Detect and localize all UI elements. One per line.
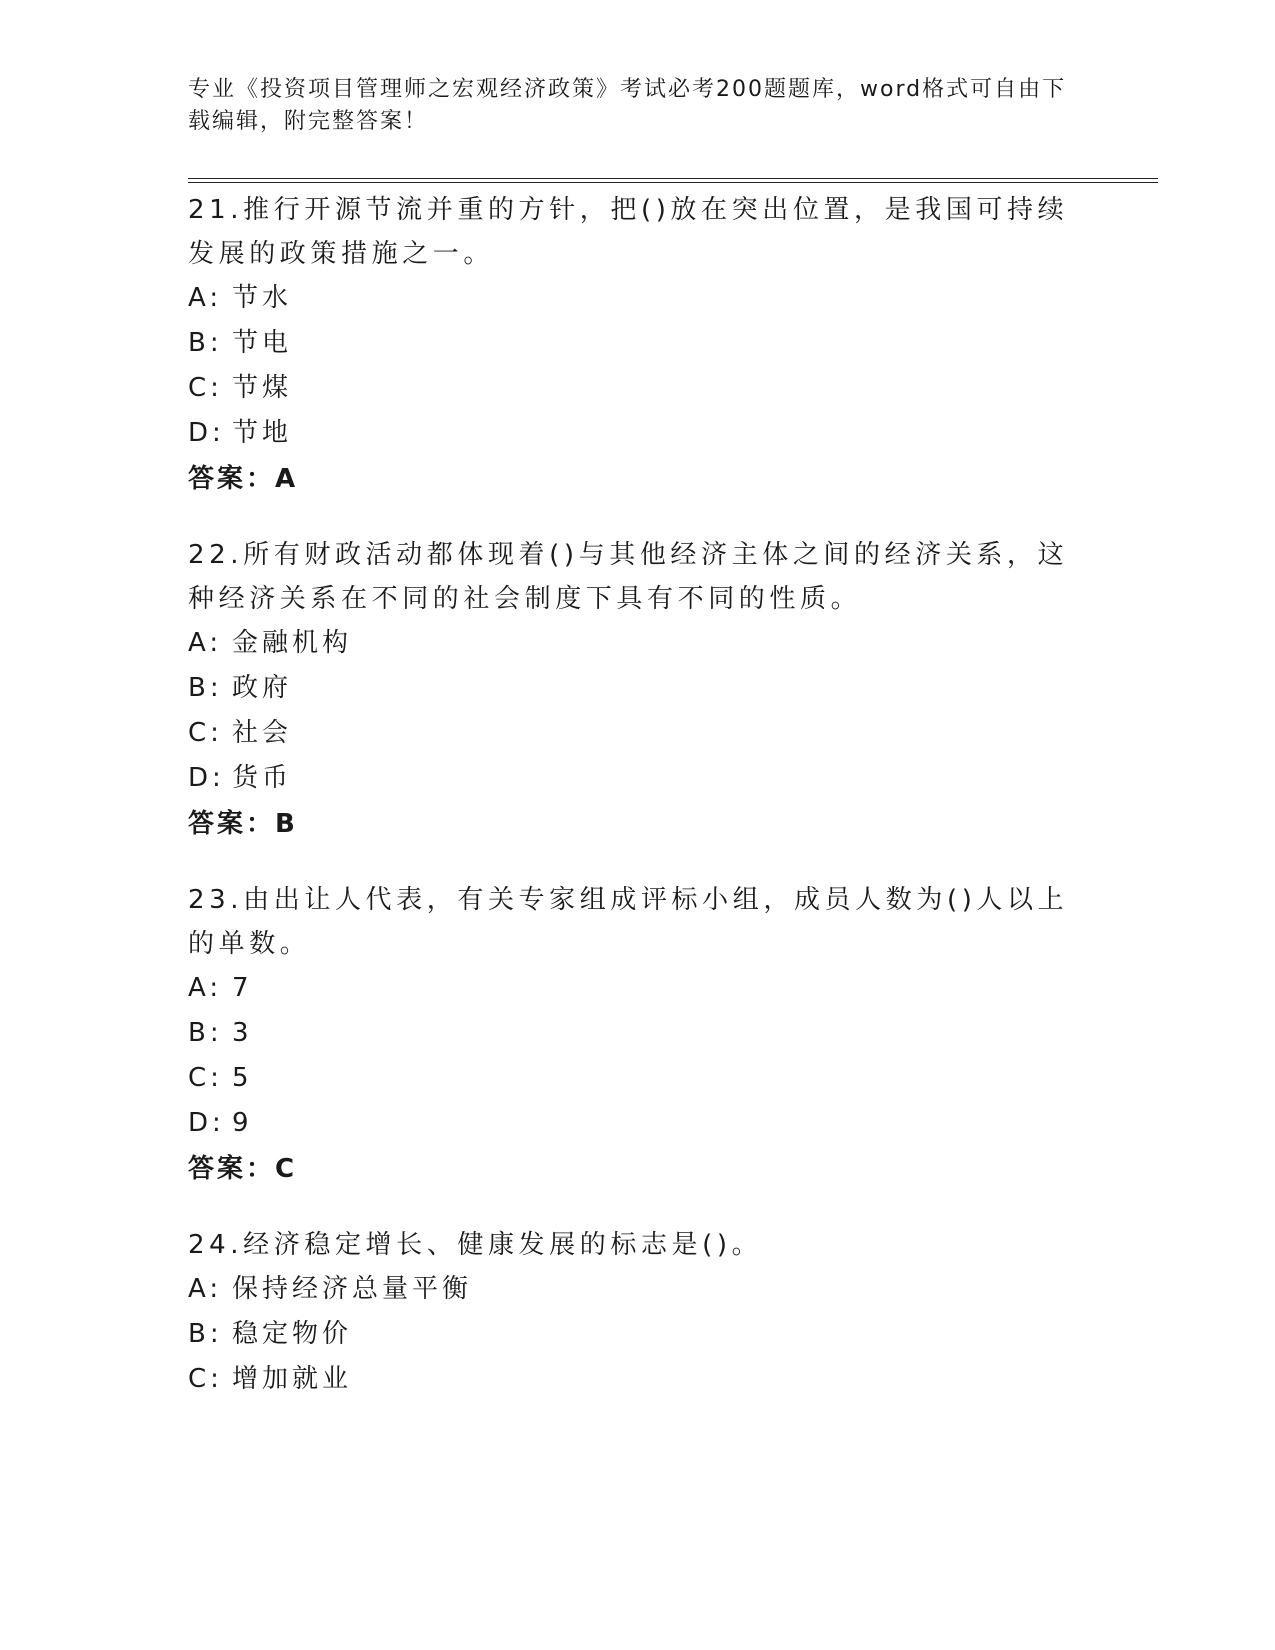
answer-value: B <box>275 809 298 839</box>
option-c <box>188 711 1088 756</box>
option-b <box>188 666 1088 711</box>
option-a <box>188 1267 1088 1312</box>
answer-line <box>188 1146 1088 1192</box>
answer-label: 答案： <box>188 1154 276 1184</box>
option-d <box>188 756 1088 801</box>
option-key: A: <box>188 283 223 313</box>
question-list <box>188 188 1088 1433</box>
option-text: 货币 <box>232 763 293 793</box>
option-key: D: <box>188 418 225 448</box>
option-key: A: <box>188 1274 223 1304</box>
option-a <box>188 621 1088 666</box>
option-text: 政府 <box>232 673 293 703</box>
option-text: 节水 <box>232 283 293 313</box>
option-a <box>188 276 1088 321</box>
option-text: 增加就业 <box>232 1364 353 1394</box>
option-text: 稳定物价 <box>232 1319 353 1349</box>
question-21 <box>188 188 1088 502</box>
option-key: C: <box>188 1063 223 1093</box>
question-22 <box>188 533 1088 847</box>
option-text: 9 <box>232 1108 253 1138</box>
option-a <box>188 966 1088 1011</box>
option-key: C: <box>188 373 223 403</box>
answer-line <box>188 456 1088 502</box>
option-key: B: <box>188 673 223 703</box>
option-c <box>188 1357 1088 1402</box>
option-key: C: <box>188 718 223 748</box>
option-text: 节地 <box>232 418 293 448</box>
option-text: 节煤 <box>232 373 293 403</box>
option-text: 7 <box>232 973 253 1003</box>
option-text: 金融机构 <box>232 628 353 658</box>
header-double-rule <box>188 178 1158 183</box>
option-key: D: <box>188 763 225 793</box>
option-text: 5 <box>232 1063 253 1093</box>
option-key: B: <box>188 328 223 358</box>
option-c <box>188 1056 1088 1101</box>
question-stem: 21.推行开源节流并重的方针，把()放在突出位置，是我国可持续发展的政策措施之一。 <box>188 195 1069 269</box>
answer-value: A <box>275 464 299 494</box>
option-text: 节电 <box>232 328 293 358</box>
option-text: 保持经济总量平衡 <box>232 1274 473 1304</box>
question-24 <box>188 1223 1088 1402</box>
option-c <box>188 366 1088 411</box>
question-23 <box>188 878 1088 1192</box>
question-stem: 23.由出让人代表，有关专家组成评标小组，成员人数为()人以上的单数。 <box>188 885 1069 959</box>
answer-line <box>188 801 1088 847</box>
option-b <box>188 321 1088 366</box>
question-stem: 24.经济稳定增长、健康发展的标志是()。 <box>188 1230 763 1260</box>
option-key: A: <box>188 628 223 658</box>
option-text: 社会 <box>232 718 293 748</box>
answer-value: C <box>275 1154 298 1184</box>
option-key: D: <box>188 1108 225 1138</box>
document-header: 专业《投资项目管理师之宏观经济政策》考试必考200题题库，word格式可自由下载编辑，附完整答案！ <box>188 77 1067 134</box>
option-d <box>188 411 1088 456</box>
document-page <box>188 0 1158 1650</box>
option-key: A: <box>188 973 223 1003</box>
option-key: C: <box>188 1364 223 1394</box>
option-d <box>188 1101 1088 1146</box>
question-stem: 22.所有财政活动都体现着()与其他经济主体之间的经济关系，这种经济关系在不同的社会制度下具有不同的性质。 <box>188 540 1069 614</box>
answer-label: 答案： <box>188 809 276 839</box>
option-key: B: <box>188 1319 223 1349</box>
option-b <box>188 1312 1088 1357</box>
answer-label: 答案： <box>188 464 276 494</box>
option-text: 3 <box>232 1018 253 1048</box>
option-key: B: <box>188 1018 223 1048</box>
option-b <box>188 1011 1088 1056</box>
